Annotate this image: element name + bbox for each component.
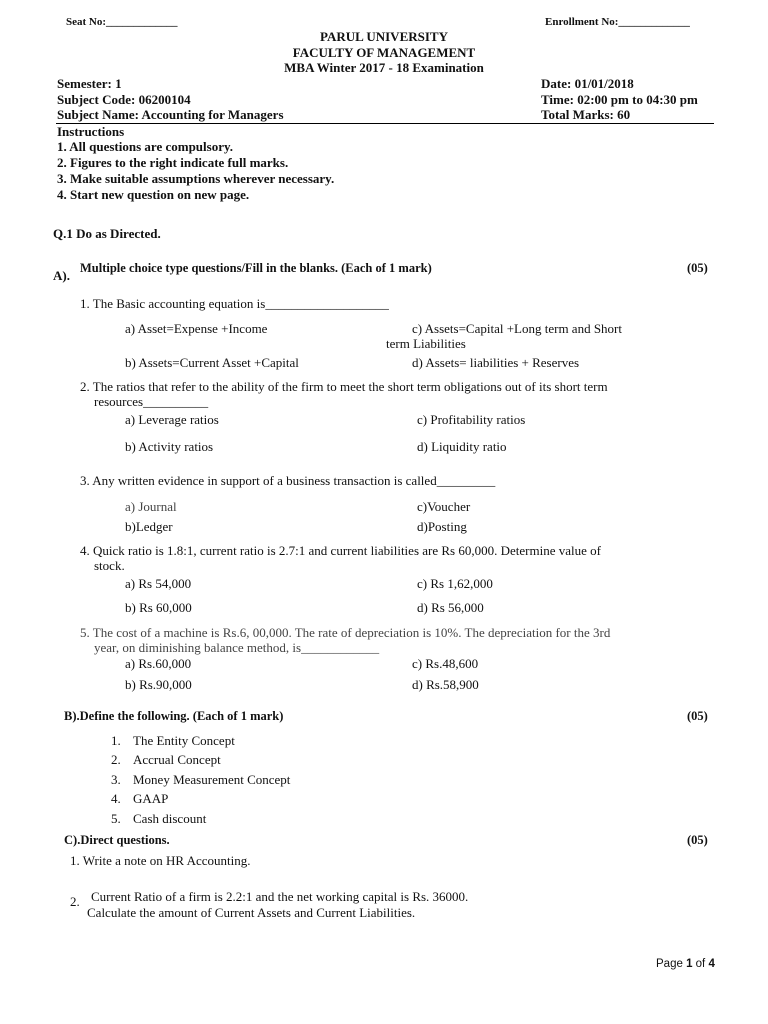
list-number: 4.: [111, 791, 121, 806]
page-indicator: [656, 958, 715, 970]
section-b-heading: B).Define the following. (Each of 1 mark): [64, 709, 284, 723]
subject-name: Subject Name: Accounting for Managers: [57, 107, 284, 122]
exam-time: Time: 02:00 pm to 04:30 pm: [541, 92, 698, 107]
list-item: Accrual Concept: [133, 752, 221, 767]
mcq-option: b) Rs 60,000: [125, 600, 192, 615]
mcq-option: c)Voucher: [417, 499, 471, 514]
mcq-option-continued: term Liabilities: [386, 336, 466, 351]
list-number: 1.: [111, 733, 121, 748]
mcq-option: c) Rs 1,62,000: [417, 576, 493, 591]
seat-no: Seat No:_____________: [66, 16, 178, 28]
mcq-option: a) Leverage ratios: [125, 412, 219, 427]
mcq-option: a) Journal: [125, 499, 177, 514]
mcq-option: b) Rs.90,000: [125, 677, 192, 692]
direct-question-continued: Calculate the amount of Current Assets and Current Liabilities.: [87, 905, 416, 920]
mcq-option: d) Rs.58,900: [412, 677, 479, 692]
mcq-option: d)Posting: [417, 519, 467, 534]
instruction-item: 1. All questions are compulsory.: [57, 139, 234, 154]
mcq-question: 4. Quick ratio is 1.8:1, current ratio is 2.7:1 and current liabilities are Rs 60,000. Determine value of: [80, 543, 601, 558]
mcq-option: c) Profitability ratios: [417, 412, 526, 427]
mcq-question-continued: stock.: [94, 558, 125, 573]
section-a-marks: (05): [687, 261, 708, 275]
direct-question: Current Ratio of a firm is 2.2:1 and the net working capital is Rs. 36000.: [91, 889, 469, 904]
section-a-label: A).: [53, 268, 70, 283]
mcq-question-continued: year, on diminishing balance method, is____________: [94, 640, 380, 655]
page-total: 4: [708, 958, 715, 970]
list-number: 3.: [111, 772, 121, 787]
mcq-question: 3. Any written evidence in support of a business transaction is called_________: [80, 473, 496, 488]
list-item: The Entity Concept: [133, 733, 235, 748]
mcq-question: 1. The Basic accounting equation is___________________: [80, 296, 389, 311]
mcq-option: b)Ledger: [125, 519, 173, 534]
mcq-question: 2. The ratios that refer to the ability of the firm to meet the short term obligations out of its short term: [80, 379, 608, 394]
header-divider: [56, 123, 714, 124]
page-of-label: of: [692, 958, 709, 970]
mcq-option: a) Rs 54,000: [125, 576, 192, 591]
university-name: PARUL UNIVERSITY: [320, 29, 448, 44]
mcq-option: a) Asset=Expense +Income: [125, 321, 268, 336]
list-number: 2.: [111, 752, 121, 767]
mcq-question: 5. The cost of a machine is Rs.6, 00,000. The rate of depreciation is 10%. The depreciation for the 3rd: [80, 625, 611, 640]
list-item: GAAP: [133, 791, 169, 806]
mcq-question-continued: resources__________: [94, 394, 209, 409]
list-number: 5.: [111, 811, 121, 826]
mcq-option: d) Assets= liabilities + Reserves: [412, 355, 580, 370]
instruction-item: 2. Figures to the right indicate full marks.: [57, 155, 289, 170]
mcq-option: c) Rs.48,600: [412, 656, 479, 671]
mcq-option: a) Rs.60,000: [125, 656, 192, 671]
total-marks: Total Marks: 60: [541, 107, 631, 122]
page-number: 1: [686, 958, 693, 970]
page-label: Page: [656, 958, 687, 970]
enrollment-no: Enrollment No:_____________: [545, 16, 690, 28]
list-item: Cash discount: [133, 811, 207, 826]
section-a-heading: Multiple choice type questions/Fill in the blanks. (Each of 1 mark): [80, 261, 432, 275]
instruction-item: 3. Make suitable assumptions wherever necessary.: [57, 171, 335, 186]
mcq-option: c) Assets=Capital +Long term and Short: [412, 321, 622, 336]
direct-question: 1. Write a note on HR Accounting.: [70, 853, 251, 868]
section-c-heading: C).Direct questions.: [64, 833, 170, 847]
semester: Semester: 1: [57, 76, 122, 91]
section-b-marks: (05): [687, 709, 708, 723]
instruction-item: 4. Start new question on new page.: [57, 187, 250, 202]
section-c-marks: (05): [687, 833, 708, 847]
direct-question-number: 2.: [70, 894, 80, 909]
mcq-option: d) Rs 56,000: [417, 600, 484, 615]
mcq-option: b) Assets=Current Asset +Capital: [125, 355, 299, 370]
exam-date: Date: 01/01/2018: [541, 76, 634, 91]
mcq-option: d) Liquidity ratio: [417, 439, 507, 454]
faculty-name: FACULTY OF MANAGEMENT: [292, 45, 476, 60]
mcq-option: b) Activity ratios: [125, 439, 214, 454]
question-1-title: Q.1 Do as Directed.: [53, 226, 161, 241]
exam-title: MBA Winter 2017 - 18 Examination: [284, 60, 484, 75]
subject-code: Subject Code: 06200104: [57, 92, 191, 107]
instructions-title: Instructions: [57, 124, 125, 139]
list-item: Money Measurement Concept: [133, 772, 291, 787]
